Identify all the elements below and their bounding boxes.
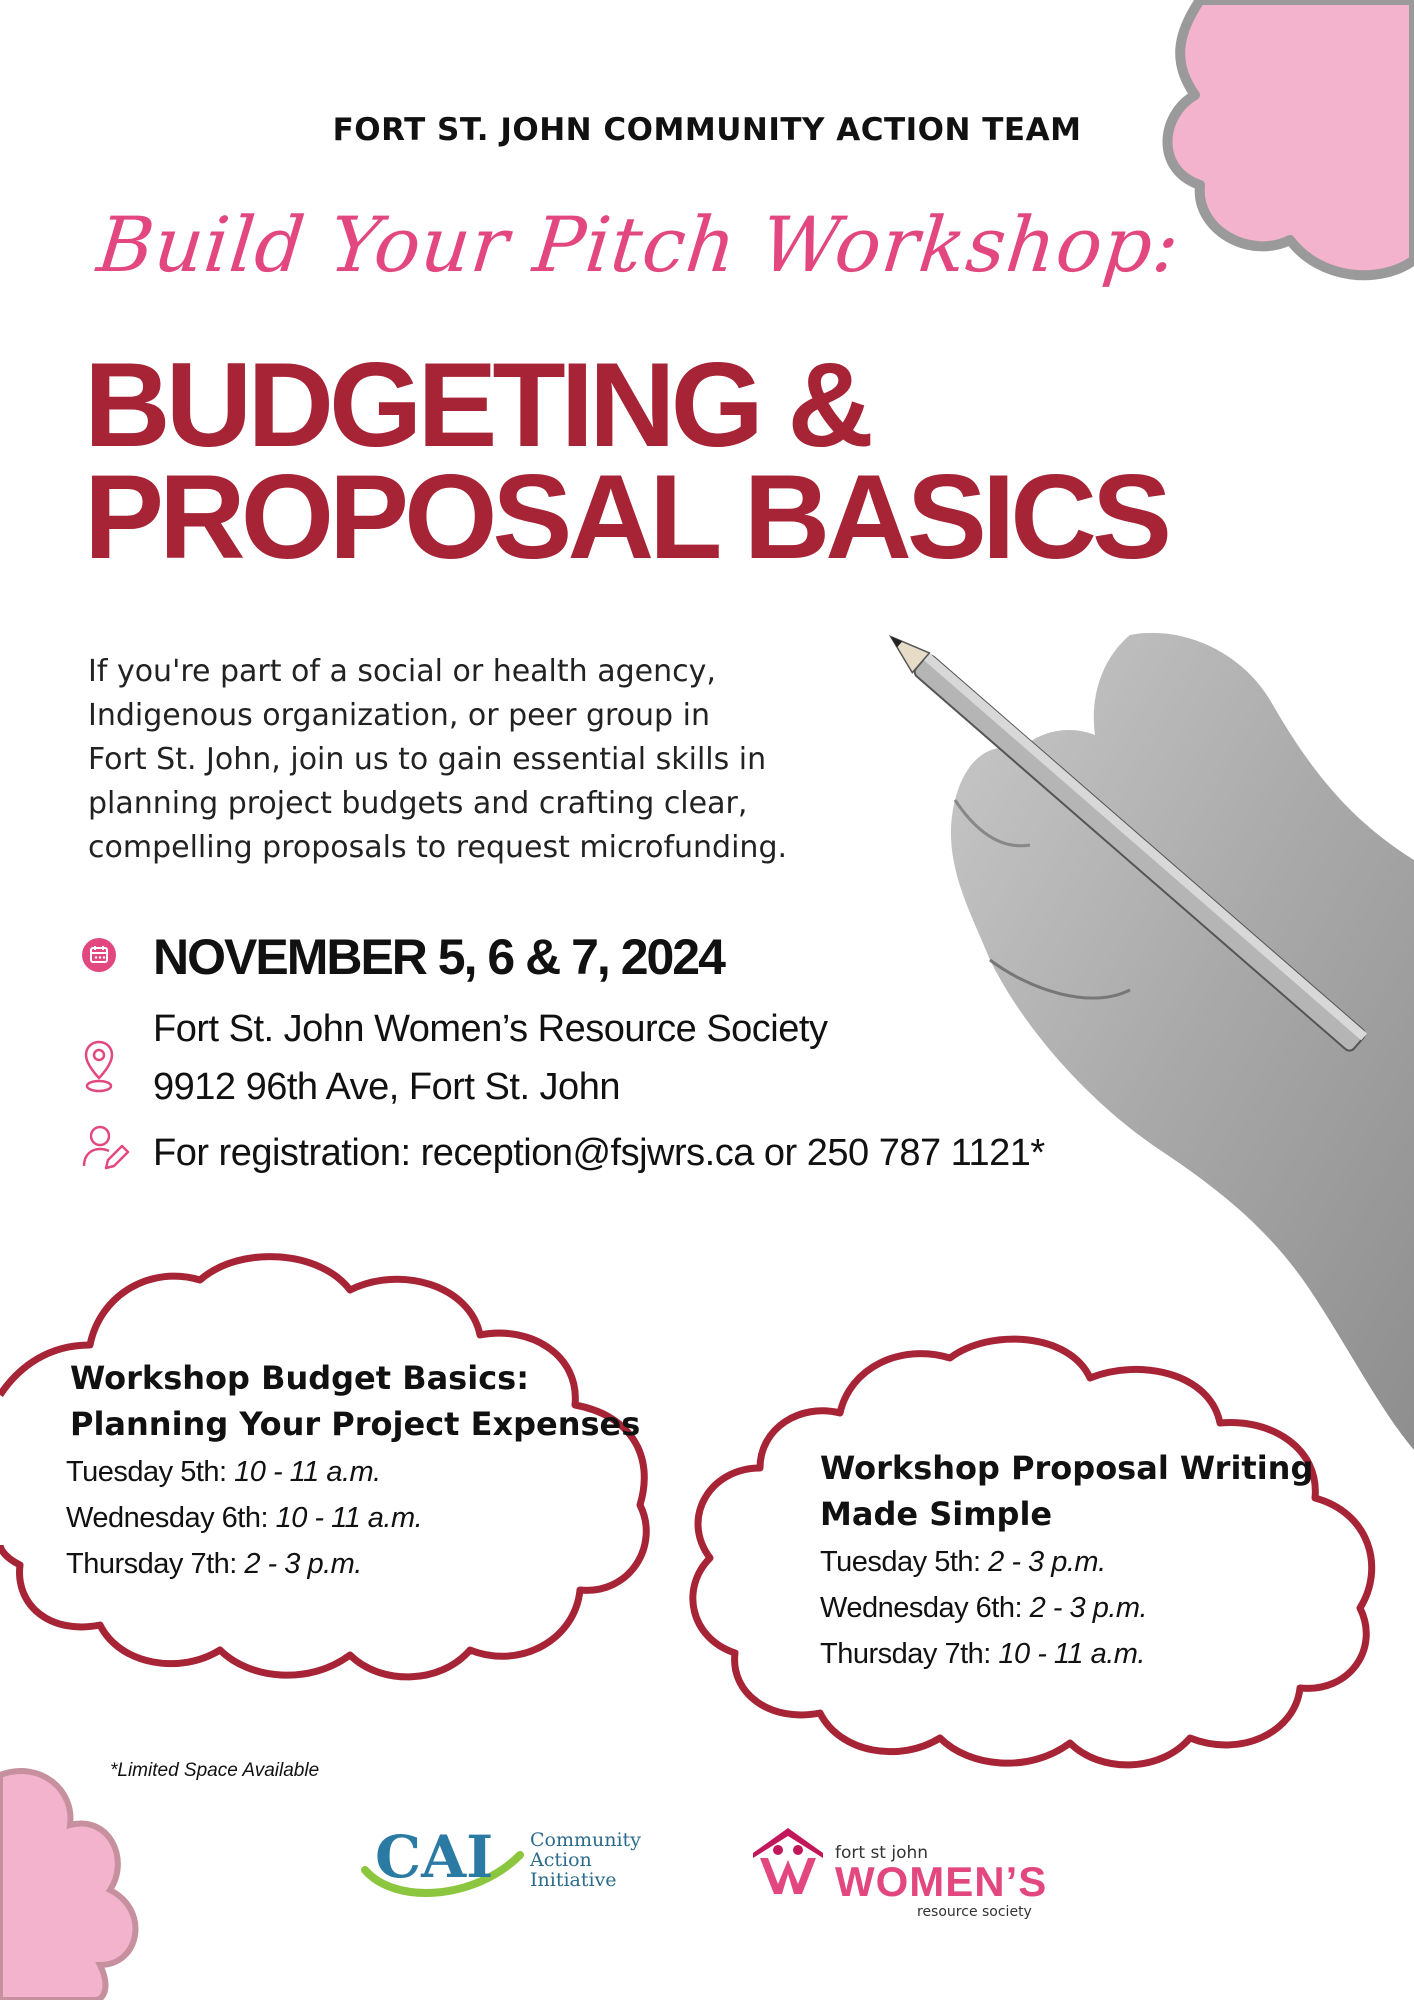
workshop-budget-basics [66, 1355, 641, 1587]
cai-mark-text: CAI [375, 1823, 494, 1891]
user-edit-icon [80, 1122, 132, 1174]
workshop-title-line2: Planning Your Project Expenses [70, 1405, 641, 1443]
session-day: Tuesday 5th: [820, 1546, 989, 1578]
workshop-proposal-writing [820, 1445, 1313, 1677]
workshop-title-line1: Workshop Budget Basics: [70, 1359, 529, 1397]
workshop-title-line1: Workshop Proposal Writing [820, 1449, 1314, 1487]
session-row [66, 1495, 640, 1541]
intro-line: If you're part of a social or health agency, [88, 654, 716, 689]
session-row [820, 1631, 1313, 1677]
location-address: 9912 96th Ave, Fort St. John [153, 1066, 620, 1108]
pink-cloud-bottom-left [0, 1760, 230, 2000]
cai-name-line: Action [530, 1849, 592, 1871]
limited-space-note: *Limited Space Available [110, 1760, 320, 1781]
intro-line: Fort St. John, join us to gain essential skills in [88, 742, 767, 777]
session-row [66, 1449, 640, 1495]
session-day: Wednesday 6th: [66, 1502, 276, 1534]
session-day: Thursday 7th: [66, 1548, 245, 1580]
session-row [820, 1539, 1313, 1585]
session-day: Thursday 7th: [820, 1638, 999, 1670]
session-row [66, 1541, 640, 1587]
workshop-title-line2: Made Simple [820, 1495, 1053, 1533]
wrs-subtitle: resource society [917, 1904, 1032, 1920]
main-title-line2: PROPOSAL BASICS [84, 450, 1167, 584]
intro-paragraph [88, 650, 908, 870]
registration-info: For registration: reception@fsjwrs.ca or 250 787 1121* [153, 1132, 1045, 1174]
session-time: 2 - 3 p.m. [244, 1548, 362, 1580]
session-time: 2 - 3 p.m. [1029, 1592, 1148, 1624]
session-day: Wednesday 6th: [820, 1592, 1030, 1624]
session-time: 10 - 11 a.m. [234, 1456, 381, 1488]
wrs-name: WOMEN’S [835, 1858, 1048, 1905]
session-time: 2 - 3 p.m. [988, 1546, 1106, 1578]
organization-header: FORT ST. JOHN COMMUNITY ACTION TEAM [332, 112, 1082, 148]
intro-line: compelling proposals to request microfunding. [88, 830, 788, 865]
script-title: Build Your Pitch Workshop: [93, 200, 1185, 289]
session-day: Tuesday 5th: [66, 1456, 235, 1488]
session-time: 10 - 11 a.m. [998, 1638, 1145, 1670]
location-pin-icon [84, 1040, 114, 1100]
wrs-top-text: fort st john [835, 1843, 929, 1863]
calendar-icon [82, 938, 116, 972]
main-title-line1: BUDGETING & [84, 338, 869, 472]
session-time: 10 - 11 a.m. [275, 1502, 423, 1534]
cai-name [530, 1830, 641, 1890]
intro-line: planning project budgets and crafting clear, [88, 786, 748, 821]
event-date: NOVEMBER 5, 6 & 7, 2024 [153, 929, 724, 985]
cai-name-line: Initiative [530, 1869, 617, 1891]
cai-logo [355, 1815, 525, 1910]
wrs-logo-mark [748, 1828, 828, 1898]
session-row [820, 1585, 1313, 1631]
intro-line: Indigenous organization, or peer group in [88, 698, 710, 733]
cai-name-line: Community [530, 1829, 641, 1851]
location-name: Fort St. John Women’s Resource Society [153, 1008, 828, 1050]
